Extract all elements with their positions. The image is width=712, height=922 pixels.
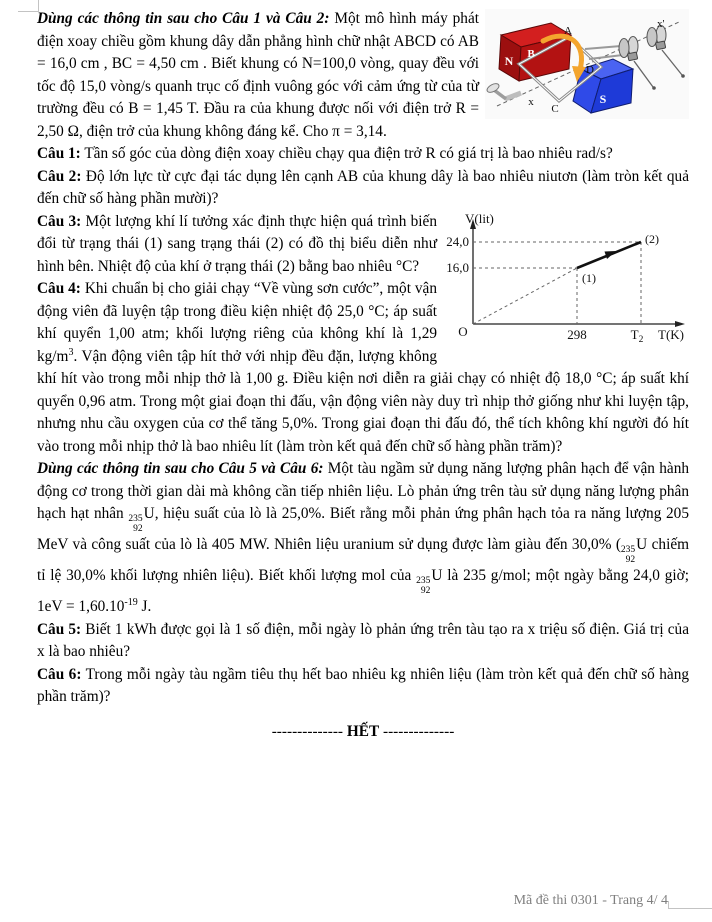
graph-state-2-label: (2) [645, 231, 659, 246]
label-south-pole: S [599, 92, 607, 106]
intro-q5-q6-text-1: Một tàu ngầm sử dụng năng lượng phân hạch để vận hành động cơ trong thời gian dài mà không cần tiếp nhiên liệu. Lò phản ứng trên tàu sử dụng năng lượng phân hạch hạt nhân [37, 460, 689, 522]
graph-ytick-24: 24,0 [446, 233, 469, 249]
intro-q1-q2-label: Dùng các thông tin sau cho Câu 1 và Câu 2: [37, 10, 330, 27]
question-1 [37, 143, 689, 166]
intro-q5-q6-text-3: chiếm tỉ lệ 30,0% khối lượng nhiên liệu). Biết khối lượng mol của [37, 536, 690, 584]
end-of-exam-line [37, 721, 689, 744]
graph-ylabel: V(lit) [465, 211, 494, 226]
margin-corner-mark-bottom-right [668, 901, 712, 909]
generator-figure [485, 9, 689, 119]
question-2 [37, 166, 689, 211]
graph-xlabel: T(K) [658, 326, 684, 342]
question-5-text: Biết 1 kWh được gọi là 1 số điện, mỗi ngày lò phản ứng trên tàu tạo ra x triệu số điện. Giá trị của x là bao nhiêu? [37, 620, 689, 660]
question-6-text: Trong mỗi ngày tàu ngầm tiêu thụ hết bao nhiêu kg nhiên liệu (làm tròn kết quả đến chữ số hàng phần trăm)? [37, 665, 689, 705]
question-1-text: Tần số góc của dòng điện xoay chiều chạy qua điện trở R có giá trị là bao nhiêu rad/s? [80, 145, 613, 162]
intro-q5-q6-label: Dùng các thông tin sau cho Câu 5 và Câu 6: [37, 460, 324, 477]
label-axis-x: x [528, 96, 534, 108]
vt-graph-figure [443, 212, 689, 342]
graph-origin: O [458, 323, 468, 339]
graph-xtick-298: 298 [567, 326, 587, 342]
question-1-label: Câu 1: [37, 145, 81, 162]
question-3-text: Một lượng khí lí tưởng xác định thực hiện quá trình biến đổi từ trạng thái (1) sang trạng thái (2) có đồ thị biểu diễn như hình bên. Nhiệt độ của khí ở trạng thái (2) bằng bao nhiêu °C? [37, 212, 437, 275]
intro-q5-q6-text-4: là 235 g/mol; một ngày bằng 24,0 giờ; 1eV = 1,60.10 [37, 567, 689, 615]
intro-q1-q2-text: Một mô hình máy phát điện xoay chiều gồm khung dây dẫn phẳng hình chữ nhật ABCD có AB = 16,0 cm , BC = 4,50 cm . Biết khung có N=100,0 vòng, quay đều với tốc độ 15,0 vòng/s quanh trục cố định vuông góc với cảm ứng từ của từ trường đều có B = 1,45 T. Đầu ra của khung được nối với điện trở R = 2,50 Ω, điện trở của khung không đáng kể. Cho π = 3,14. [37, 10, 479, 140]
question-6 [37, 664, 689, 709]
intro-q5-q6 [37, 458, 689, 619]
label-corner-d: D [586, 64, 594, 76]
dashed-reference-lines [473, 242, 641, 324]
margin-corner-mark-top-left [18, 0, 39, 12]
question-4-text-2: . Vận động viên tập hít thở với nhịp đều đặn, lượng không khí hít vào trong mỗi nhịp thở là 1,00 g. Điều kiện nơi diễn ra giải chạy có nhiệt độ 18,0 °C; áp suất khí quyển 0,96 atm. Trong một giai đoạn thi đấu, vận động viên này duy trì nhịp thở giống như khi luyện tập, nhưng nhu cầu oxygen của cơ thể tăng 5,0%. Trong giai đoạn thi đấu đó, thể tích không khí người đó hít vào trong mỗi nhịp thở là bao nhiêu lít (làm tròn kết quả đến chữ số hàng phần trăm)? [37, 347, 689, 455]
end-label: HẾT [346, 722, 380, 740]
question-4-text-1: Khi chuẩn bị cho giải chạy “Về vùng sơn cước”, một vận động viên đã luyện tập trong điều kiện nhiệt độ 25,0 °C; áp suất khí quyển 1,00 atm; khối lượng riêng của không khí là 1,29 kg/m [37, 280, 437, 365]
label-north-pole: N [504, 54, 514, 68]
question-5 [37, 619, 689, 664]
process-arrow-icon [605, 251, 617, 259]
question-2-label: Câu 2: [37, 167, 82, 185]
graph-state-1-label: (1) [582, 270, 596, 285]
uranium-isotope: 235 92 U [620, 536, 648, 565]
uranium-isotope: 235 92 U [128, 505, 155, 534]
superscript-cubed: 3 [68, 346, 74, 358]
question-6-label: Câu 6: [37, 665, 82, 683]
label-axis-x-prime: x' [657, 18, 665, 30]
exam-content [37, 8, 689, 743]
end-dashes-right: -------------- [382, 722, 455, 740]
page-footer: Mã đề thi 0301 - Trang 4/ 4 [513, 893, 668, 908]
intro-q5-q6-text-2: , hiệu suất của lò là 25,0%. Biết rằng mỗi phản ứng phân hạch tỏa ra năng lượng 205 MeV và công suất của lò là 405 MW. Nhiên liệu uranium sử dụng được làm giàu đến 30,0% ( [37, 505, 689, 553]
label-corner-b: B [527, 48, 535, 60]
question-5-label: Câu 5: [37, 620, 82, 638]
uranium-isotope: 235 92 U [416, 567, 443, 596]
graph-xtick-t2: $T_2$ [630, 326, 644, 342]
question-2-text: Độ lớn lực từ cực đại tác dụng lên cạnh AB của khung dây là bao nhiêu niutơn (làm tròn kết quả đến chữ số hàng phần mười)? [37, 167, 689, 207]
graph-ytick-16: 16,0 [446, 259, 469, 275]
label-corner-a: A [564, 25, 572, 37]
label-corner-c: C [551, 103, 559, 115]
end-dashes-left: -------------- [271, 722, 344, 740]
question-4-label: Câu 4: [37, 280, 81, 297]
intro-q5-q6-text-5: J. [137, 598, 152, 615]
intro-q1-q2 [37, 8, 689, 143]
superscript-exponent: -19 [124, 596, 138, 608]
question-3-label: Câu 3: [37, 212, 82, 230]
